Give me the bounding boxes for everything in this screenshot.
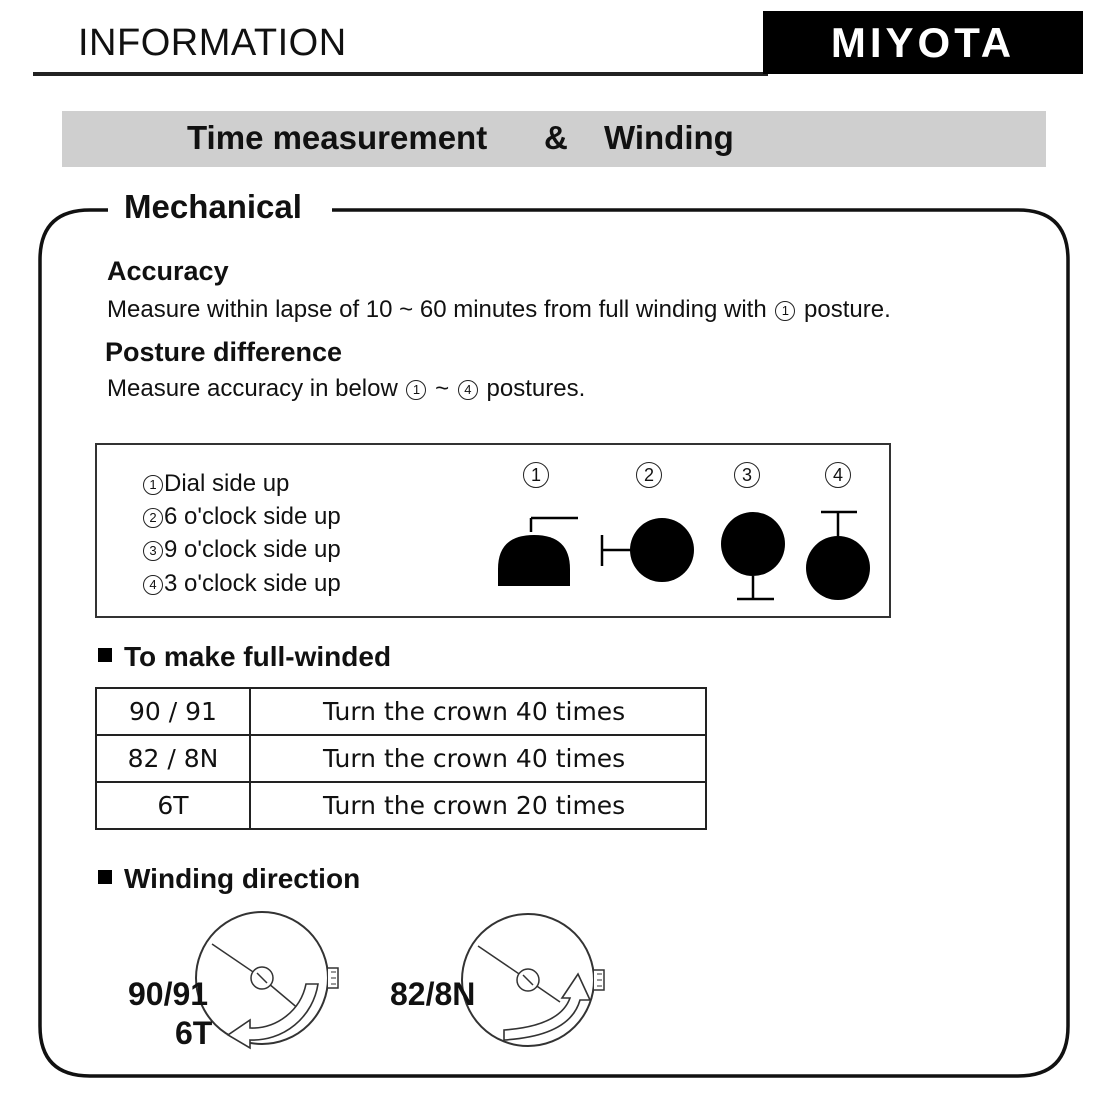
banner-ampersand: & xyxy=(544,119,568,156)
posture-difference-heading: Posture difference xyxy=(105,337,343,367)
movement-left-icon xyxy=(196,912,338,1048)
model-cell: 90 / 91 xyxy=(96,688,250,735)
posture-to-badge: 4 xyxy=(458,380,478,400)
instruction-cell: Turn the crown 20 times xyxy=(250,782,706,829)
posture-list-item: 2 6 o'clock side up xyxy=(143,503,341,531)
logo-text: MIYOTA xyxy=(830,19,1016,66)
posture-from-badge: 1 xyxy=(406,380,426,400)
winding-label-90-91: 90/91 xyxy=(128,976,209,1012)
accuracy-text: Measure within lapse of 10 ~ 60 minutes from full winding with 1 posture. xyxy=(107,296,891,323)
banner-right-text: Winding xyxy=(604,119,734,156)
section-title: Mechanical xyxy=(124,188,302,225)
posture-marker-3: 3 xyxy=(734,462,760,488)
winding-label-6t: 6T xyxy=(175,1015,213,1051)
page-header-title: INFORMATION xyxy=(78,22,347,64)
model-cell: 6T xyxy=(96,782,250,829)
posture-number-badge: 1 xyxy=(775,301,795,321)
banner-left-text: Time measurement xyxy=(187,119,488,156)
posture-difference-text: Measure accuracy in below 1 ~ 4 postures. xyxy=(107,375,586,402)
posture-marker-4: 4 xyxy=(825,462,851,488)
posture-marker-1: 1 xyxy=(523,462,549,488)
posture-list-item: 1 Dial side up xyxy=(143,470,289,498)
posture-marker-2: 2 xyxy=(636,462,662,488)
movement-right-icon xyxy=(462,914,604,1046)
posture-list-item: 3 9 o'clock side up xyxy=(143,536,341,564)
winding-direction-heading: Winding direction xyxy=(98,863,360,895)
instruction-cell: Turn the crown 40 times xyxy=(250,735,706,782)
model-cell: 82 / 8N xyxy=(96,735,250,782)
instruction-cell: Turn the crown 40 times xyxy=(250,688,706,735)
accuracy-heading: Accuracy xyxy=(107,256,229,286)
winding-label-82-8n: 82/8N xyxy=(390,976,476,1012)
posture-list-item: 4 3 o'clock side up xyxy=(143,570,341,598)
full-wind-heading: To make full-winded xyxy=(98,641,391,673)
